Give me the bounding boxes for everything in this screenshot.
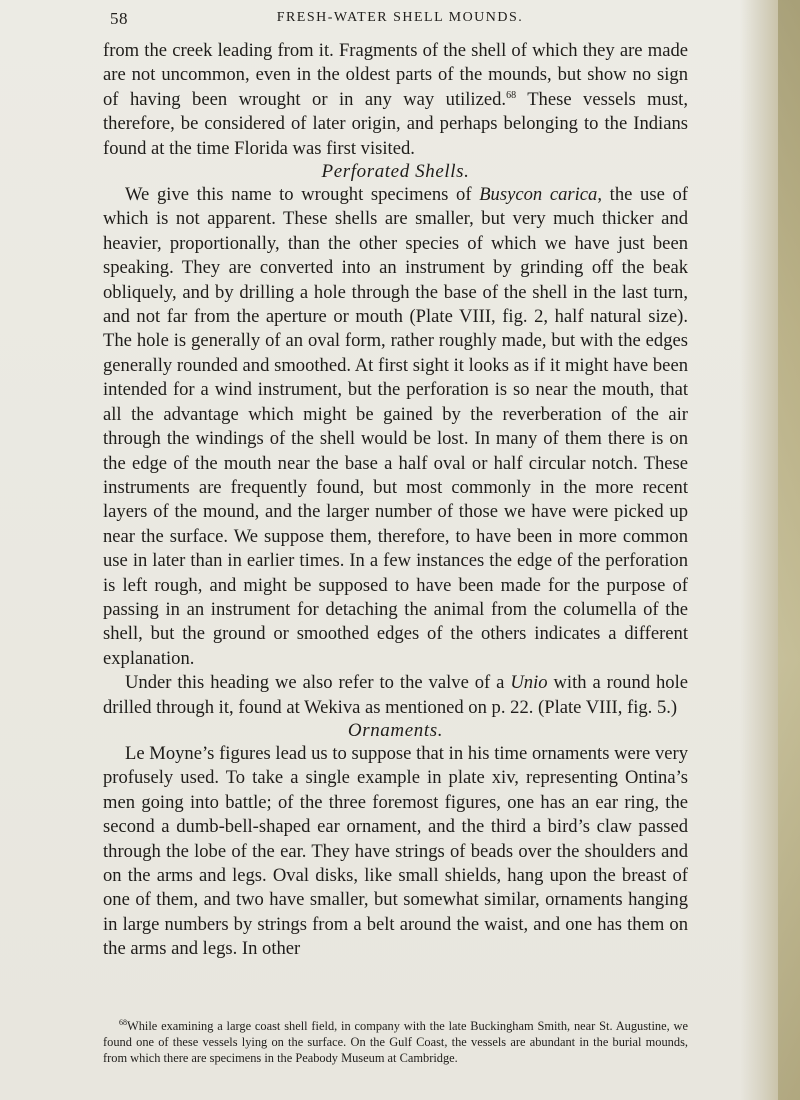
footnote-text: While examining a large coast shell field, in company with the late Buckingham Smith, near St. Augustine, we found one of these vessels lying on the surface. On the Gulf Coast, the vessels are abundant in the burial mounds, from which there are specimens in the Peabody Museum at Cambridge.	[103, 1019, 688, 1065]
species-name: Busycon carica	[479, 184, 598, 206]
running-head: FRESH-WATER SHELL MOUNDS.	[276, 10, 524, 25]
paragraph-1-text-cont: These vessels must, therefore, be considered of later origin, and perhaps belonging to the Indians found at the time Florida was first visited.	[103, 88, 688, 159]
footnote-reference[interactable]: 68	[506, 89, 517, 101]
page-header	[110, 9, 690, 31]
paragraph-2-text: We give this name to wrought specimens of	[125, 184, 480, 206]
paragraph-2	[103, 183, 688, 671]
genus-name: Unio	[510, 672, 548, 694]
paragraph-3-text: Under this heading we also refer to the valve of a	[125, 672, 511, 694]
paragraph-3-text-cont: with a round hole drilled through it, found at Wekiva as mentioned on p. 22. (Plate VIII, fig. 5.)	[103, 672, 688, 718]
heading-perforated-shells: Perforated Shells.	[321, 161, 470, 183]
heading-ornaments: Ornaments.	[347, 719, 444, 741]
paragraph-4: Le Moyne’s figures lead us to suppose that in his time ornaments were very profusely used. To take a single example in plate xiv, representing Ontina’s men going into battle; of the three foremost figures, one has an ear ring, the second a dumb-bell-shaped ear ornament, and the third a bird’s claw passed through the lobe of the ear. They have strings of beads over the shoulders and on the arms and legs. Oval disks, like small shields, hang upon the breast of one of them, and two have smaller, but somewhat similar, ornaments hanging in large numbers by strings from a belt around the waist, and one has them on the arms and legs. In other	[103, 742, 688, 960]
paragraph-1-text: from the creek leading from it. Fragments of the shell of which they are made are not uncommon, even in the oldest parts of the mounds, but show no sign of having been wrought or in any way utilized.	[103, 40, 688, 110]
paragraph-1	[103, 39, 688, 161]
footnote	[103, 1019, 688, 1066]
paragraph-3	[103, 671, 688, 720]
page-number: 58	[110, 9, 128, 28]
page-spine-edge	[778, 0, 800, 1100]
footnote-marker: 68	[119, 1017, 127, 1027]
page-body	[103, 39, 688, 962]
paragraph-2-text-cont: , the use of which is not apparent. These shells are smaller, but very much thicker and heavier, proportionally, than the other species of which we have just been speaking. They are converted into an instrument by grinding off the beak obliquely, and by drilling a hole through the base of the shell in the last turn, and not far from the aperture or mouth (Plate VIII, fig. 2, half natural size). The hole is generally of an oval form, rather roughly made, but with the edges generally rounded and smoothed. At first sight it looks as if it might have been intended for a wind instrument, but the perforation is so near the mouth, that all the advantage which might be gained by the reverberation of the air through the windings of the shell would be lost. In many of them there is on the edge of the mouth near the base a half oval or half circular notch. These instruments are frequently found, but most commonly in the more recent layers of the mound, and the larger number of those we have were picked up near the surface. We suppose them, therefore, to have been in more common use in later than in earlier times. In a few instances the edge of the perforation is left rough, and might be supposed to have been made for the purpose of passing in an instrument for detaching the animal from the columella of the shell, but the ground or smoothed edges of the others indicates a different explanation.	[103, 184, 689, 669]
